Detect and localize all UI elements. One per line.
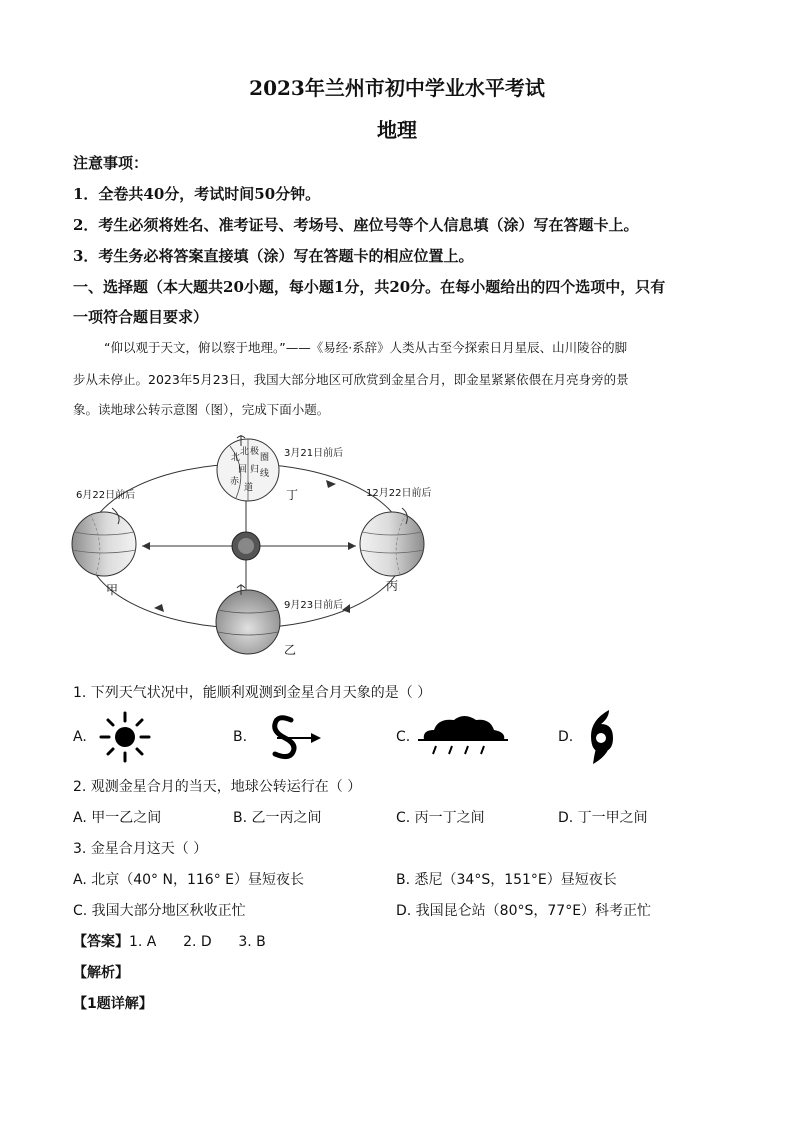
answer-line bbox=[73, 931, 266, 951]
section-heading: 一、选择题（本大题共20小题，每小题1分，共20分。在每小题给出的四个选项中，只有 bbox=[73, 278, 666, 296]
note-item: 1．全卷共40分，考试时间50分钟。 bbox=[73, 185, 321, 203]
option-label: A. bbox=[73, 729, 87, 745]
note-item: 2．考生必须将姓名、准考证号、考场号、座位号等个人信息填（涂）写在答题卡上。 bbox=[73, 216, 639, 234]
label-jia: 甲 bbox=[106, 583, 119, 597]
svg-text:北: 北 bbox=[231, 453, 241, 463]
option-label: C. bbox=[396, 729, 411, 745]
question-2-stem: 2. 观测金星合月的当天，地球公转运行在（ ） bbox=[73, 779, 362, 795]
svg-text:回: 回 bbox=[238, 465, 248, 475]
question-1-stem: 1. 下列天气状况中，能顺利观测到金星合月天象的是（ ） bbox=[73, 685, 432, 701]
answer-label: 【答案】 bbox=[73, 934, 129, 950]
page-title: 2023年兰州市初中学业水平考试 bbox=[249, 76, 545, 100]
date-label-right: 12月22日前后 bbox=[366, 488, 432, 499]
option-2b[interactable]: B. 乙一丙之间 bbox=[233, 810, 322, 826]
option-3a[interactable]: A. 北京（40° N，116° E）昼短夜长 bbox=[73, 872, 304, 888]
option-1d[interactable] bbox=[558, 708, 623, 766]
globe-yi bbox=[216, 584, 280, 654]
svg-text:圈: 圈 bbox=[260, 453, 270, 463]
typhoon-icon bbox=[579, 708, 623, 766]
svg-text:道: 道 bbox=[244, 483, 254, 493]
earth-orbit-diagram bbox=[60, 432, 460, 662]
sun-icon bbox=[95, 710, 155, 764]
passage-line: “仰以观于天文，俯以察于地理。”——《易经·系辞》人类从古至今探索日月星辰、山川陵谷的脚 bbox=[104, 340, 628, 355]
option-2d[interactable]: D. 丁一甲之间 bbox=[558, 810, 648, 826]
sandstorm-icon bbox=[253, 710, 323, 764]
svg-text:赤: 赤 bbox=[230, 477, 240, 487]
option-2c[interactable]: C. 丙一丁之间 bbox=[396, 810, 485, 826]
rain-cloud-icon bbox=[414, 710, 510, 764]
svg-text:北: 北 bbox=[240, 447, 250, 457]
option-2a[interactable]: A. 甲一乙之间 bbox=[73, 810, 162, 826]
passage-line: 步从未停止。2023年5月23日，我国大部分地区可欣赏到金星合月，即金星紧紧依偎在月亮身旁的景 bbox=[73, 372, 629, 387]
question-3-stem: 3. 金星合月这天（ ） bbox=[73, 841, 208, 857]
passage-line: 象。读地球公转示意图（图），完成下面小题。 bbox=[73, 402, 330, 417]
option-3d[interactable]: D. 我国昆仑站（80°S，77°E）科考正忙 bbox=[396, 903, 652, 919]
sun-icon bbox=[232, 532, 260, 560]
option-3b[interactable]: B. 悉尼（34°S，151°E）昼短夜长 bbox=[396, 872, 617, 888]
date-label-bottom: 9月23日前后 bbox=[284, 600, 344, 611]
option-label: B. bbox=[233, 729, 248, 745]
analysis-label: 【解析】 bbox=[73, 965, 129, 981]
svg-text:归: 归 bbox=[250, 465, 260, 475]
globe-ding bbox=[217, 435, 279, 501]
detail-label: 【1题详解】 bbox=[73, 996, 153, 1012]
label-bing: 丙 bbox=[386, 579, 399, 593]
date-label-top: 3月21日前后 bbox=[284, 448, 344, 459]
globe-jia bbox=[72, 508, 136, 576]
option-1b[interactable] bbox=[233, 710, 323, 764]
section-heading-cont: 一项符合题目要求） bbox=[73, 308, 209, 326]
label-ding: 丁 bbox=[286, 488, 299, 502]
note-item: 3．考生务必将答案直接填（涂）写在答题卡的相应位置上。 bbox=[73, 247, 474, 265]
globe-bing bbox=[360, 508, 424, 576]
notes-heading: 注意事项： bbox=[73, 154, 149, 172]
subject-title: 地理 bbox=[377, 118, 417, 142]
option-1c[interactable] bbox=[396, 710, 510, 764]
label-yi: 乙 bbox=[284, 643, 297, 657]
option-3c[interactable]: C. 我国大部分地区秋收正忙 bbox=[73, 903, 246, 919]
answer-text: 1. A 2. D 3. B bbox=[129, 934, 266, 950]
option-1a[interactable] bbox=[73, 710, 155, 764]
svg-text:极: 极 bbox=[250, 447, 260, 457]
date-label-left: 6月22日前后 bbox=[76, 490, 136, 501]
svg-text:线: 线 bbox=[260, 469, 270, 479]
option-label: D. bbox=[558, 729, 574, 745]
